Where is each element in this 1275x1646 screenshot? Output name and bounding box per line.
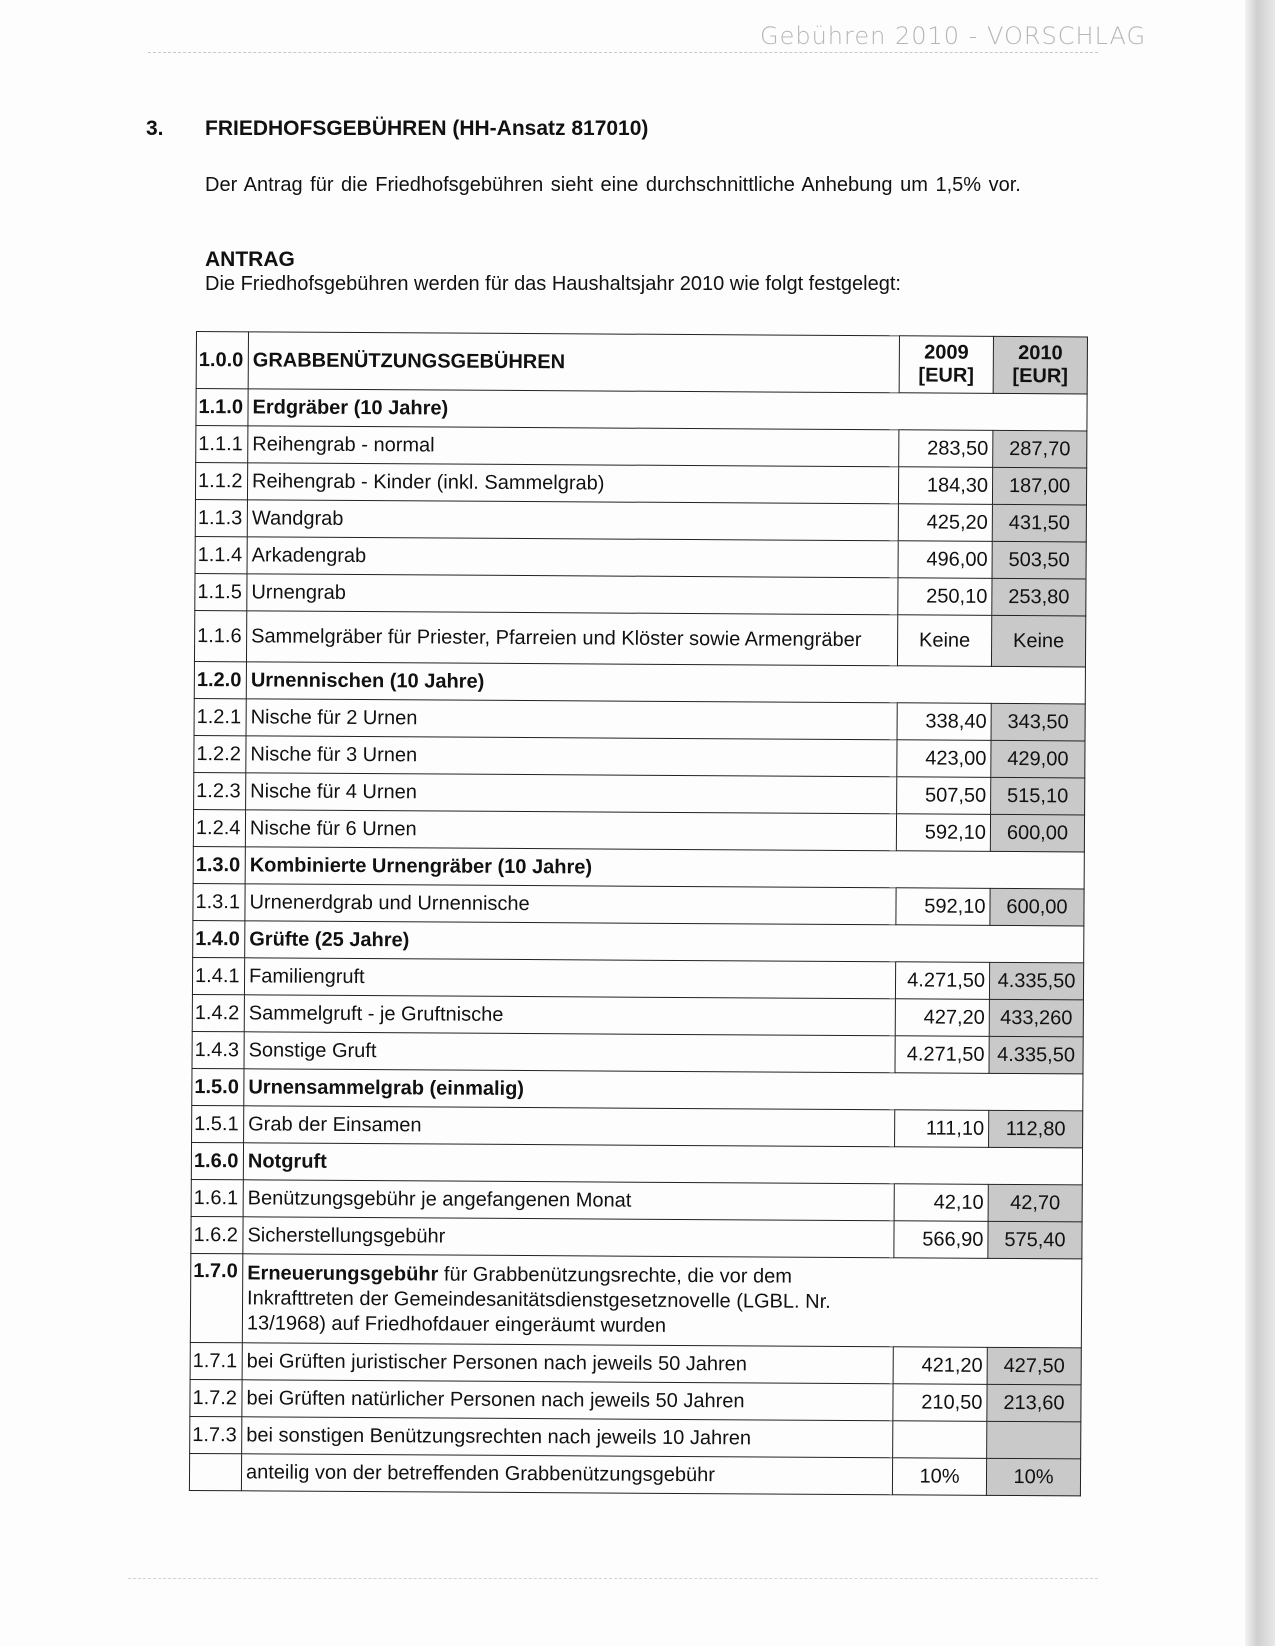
table-row	[194, 698, 1085, 740]
group-row	[193, 846, 1084, 888]
row-number: 1.1.3	[195, 499, 247, 536]
row-number: 1.2.0	[194, 661, 246, 698]
group-row	[196, 389, 1087, 431]
table-row	[193, 809, 1084, 851]
fee-2010: Keine	[991, 615, 1085, 667]
fee-2010: 575,40	[988, 1221, 1082, 1259]
table-heading: GRABBENÜTZUNGSGEBÜHREN	[248, 332, 899, 393]
row-label: Sonstige Gruft	[244, 1032, 895, 1073]
fee-2010: 429,00	[991, 740, 1085, 778]
fee-2010: 600,00	[990, 888, 1084, 926]
row-label: Nische für 3 Urnen	[246, 736, 897, 777]
fee-2010: 253,80	[992, 578, 1086, 616]
table-row	[195, 499, 1086, 541]
table-row	[190, 1379, 1081, 1421]
row-number: 1.4.2	[192, 994, 244, 1031]
fee-2009: 496,00	[898, 541, 992, 579]
row-label: bei Grüften natürlicher Personen nach jeweils 50 Jahren	[242, 1380, 893, 1421]
row-number: 1.1.6	[194, 610, 246, 661]
fee-2009: 421,20	[893, 1347, 987, 1385]
row-label: Reihengrab - Kinder (inkl. Sammelgrab)	[247, 463, 898, 504]
fee-2010: 515,10	[991, 777, 1085, 815]
row-number: 1.2.4	[193, 809, 245, 846]
fee-2010: 343,50	[991, 703, 1085, 741]
footer-divider	[128, 1578, 1098, 1579]
fee-2009	[893, 1421, 987, 1459]
column-unit: [EUR]	[918, 364, 975, 387]
table-row	[189, 1453, 1080, 1495]
fee-2010: 427,50	[987, 1347, 1081, 1385]
fee-2010: 213,60	[987, 1384, 1081, 1422]
table-row	[192, 1105, 1083, 1147]
row-number: 1.6.2	[191, 1216, 243, 1253]
table-header-row	[196, 332, 1087, 394]
row-number: 1.4.1	[192, 957, 244, 994]
fee-2009: 250,10	[898, 578, 992, 616]
fee-2009: 4.271,50	[895, 1036, 989, 1074]
fee-2009: 427,20	[895, 999, 989, 1037]
section-title: FRIEDHOFSGEBÜHREN (HH-Ansatz 817010)	[205, 117, 649, 140]
fee-2010: 42,70	[988, 1184, 1082, 1222]
row-label: Reihengrab - normal	[248, 426, 899, 467]
table-row	[190, 1342, 1081, 1384]
table-row	[194, 610, 1085, 666]
fee-2010: 287,70	[993, 430, 1087, 468]
fee-2010: 431,50	[992, 504, 1086, 542]
group-label: Kombinierte Urnengräber (10 Jahre)	[245, 847, 1084, 889]
fee-2009: 4.271,50	[895, 962, 989, 1000]
table-row	[191, 1179, 1082, 1221]
table-row	[193, 883, 1084, 925]
group-row	[192, 1068, 1083, 1110]
row-number: 1.5.0	[192, 1068, 244, 1105]
row-label: Sammelgräber für Priester, Pfarreien und Klöster sowie Armengräber	[246, 611, 897, 666]
row-label: Urnengrab	[247, 574, 898, 615]
table-row	[195, 463, 1086, 505]
group-row	[191, 1142, 1082, 1184]
table-row	[196, 426, 1087, 468]
row-number: 1.5.1	[192, 1105, 244, 1142]
row-label: Nische für 2 Urnen	[246, 699, 897, 740]
table-row	[194, 735, 1085, 777]
group-label: Erdgräber (10 Jahre)	[248, 389, 1087, 431]
table-row	[195, 573, 1086, 615]
row-number: 1.4.3	[192, 1031, 244, 1068]
row-label: Nische für 4 Urnen	[246, 773, 897, 814]
row-number: 1.1.5	[195, 573, 247, 610]
row-number	[189, 1453, 241, 1490]
fee-2010: 4.335,50	[989, 1036, 1083, 1074]
fee-2010: 503,50	[992, 541, 1086, 579]
row-number: 1.4.0	[193, 920, 245, 957]
fee-2010: 10%	[986, 1458, 1080, 1496]
column-year: 2009	[924, 341, 969, 364]
row-number: 1.3.1	[193, 883, 245, 920]
antrag-text: Die Friedhofsgebühren werden für das Haushaltsjahr 2010 wie folgt festgelegt:	[205, 273, 901, 295]
fee-2010	[987, 1421, 1081, 1459]
table-row	[192, 994, 1083, 1036]
row-number: 1.7.0	[190, 1253, 243, 1342]
row-label: Sicherstellungsgebühr	[243, 1217, 894, 1258]
fee-2009: 566,90	[894, 1221, 988, 1259]
group-label: Urnennischen (10 Jahre)	[246, 662, 1085, 704]
group-label	[242, 1254, 1082, 1348]
group-label: Urnensammelgrab (einmalig)	[244, 1069, 1083, 1111]
fee-2009: 10%	[892, 1458, 986, 1496]
group-label-bold: Erneuerungsgebühr	[247, 1261, 439, 1285]
group-row	[190, 1253, 1082, 1347]
row-number: 1.1.4	[195, 536, 247, 573]
row-label: Urnenerdgrab und Urnennische	[245, 884, 896, 925]
row-label: Grab der Einsamen	[244, 1106, 895, 1147]
header-divider	[148, 52, 1098, 53]
intro-paragraph: Der Antrag für die Friedhofsgebühren sieht eine durchschnittliche Anhebung um 1,5% vor.	[205, 174, 1021, 196]
fee-2009: 507,50	[897, 777, 991, 815]
table-row	[191, 1216, 1082, 1258]
row-label: bei Grüften juristischer Personen nach jeweils 50 Jahren	[242, 1343, 893, 1384]
row-label: Wandgrab	[247, 500, 898, 541]
fee-2009: 42,10	[894, 1184, 988, 1222]
column-year: 2010	[1018, 342, 1063, 365]
fee-2009: 592,10	[896, 888, 990, 926]
row-number: 1.6.1	[191, 1179, 243, 1216]
fee-2010: 600,00	[990, 814, 1084, 852]
row-number: 1.2.3	[194, 772, 246, 809]
table-row	[192, 1031, 1083, 1073]
fee-2009: 425,20	[898, 504, 992, 542]
column-unit: [EUR]	[1012, 364, 1069, 388]
row-label: Nische für 6 Urnen	[245, 810, 896, 851]
fee-2009: 184,30	[898, 467, 992, 505]
fee-2010: 4.335,50	[989, 962, 1083, 1000]
fee-2009: 210,50	[893, 1384, 987, 1422]
row-label: Benützungsgebühr je angefangenen Monat	[243, 1180, 894, 1221]
group-label-text: für Grabbenützungsrechte, die vor dem Inkrafttreten der Gemeindesanitätsdienstgesetznovelle (LGBL. Nr. 13/1968) auf Friedhofdauer eingeräumt wurden	[246, 1263, 831, 1337]
running-header: Gebühren 2010 - VORSCHLAG	[760, 22, 1147, 50]
column-header-2009	[899, 336, 993, 394]
row-number: 1.0.0	[196, 332, 248, 389]
fee-table	[189, 331, 1088, 1496]
fee-2010: 112,80	[989, 1110, 1083, 1148]
row-number: 1.1.0	[196, 389, 248, 426]
row-number: 1.7.3	[190, 1416, 242, 1453]
scan-edge-shadow	[1245, 0, 1275, 1646]
row-number: 1.1.2	[195, 463, 247, 500]
fee-2009: 283,50	[899, 430, 993, 468]
table-row	[192, 957, 1083, 999]
fee-2009: 423,00	[897, 740, 991, 778]
fee-2009: Keine	[897, 615, 991, 667]
row-label: anteilig von der betreffenden Grabbenützungsgebühr	[241, 1454, 892, 1495]
row-number: 1.7.1	[190, 1342, 242, 1379]
fee-2009: 111,10	[895, 1110, 989, 1148]
row-number: 1.1.1	[196, 426, 248, 463]
row-number: 1.2.1	[194, 698, 246, 735]
antrag-heading: ANTRAG	[205, 248, 295, 271]
row-label: Sammelgruft - je Gruftnische	[244, 995, 895, 1036]
row-number: 1.6.0	[191, 1142, 243, 1179]
group-row	[193, 920, 1084, 962]
table-row	[195, 536, 1086, 578]
group-label: Notgruft	[243, 1143, 1082, 1185]
table-row	[190, 1416, 1081, 1458]
group-label: Grüfte (25 Jahre)	[245, 921, 1084, 963]
column-header-2010	[993, 336, 1087, 394]
group-row	[194, 661, 1085, 703]
row-number: 1.7.2	[190, 1379, 242, 1416]
row-label: Arkadengrab	[247, 537, 898, 578]
row-label: Familiengruft	[244, 958, 895, 999]
row-number: 1.3.0	[193, 846, 245, 883]
fee-2009: 338,40	[897, 703, 991, 741]
section-number: 3.	[146, 117, 164, 140]
row-label: bei sonstigen Benützungsrechten nach jeweils 10 Jahren	[242, 1417, 893, 1458]
row-number: 1.2.2	[194, 735, 246, 772]
table-row	[194, 772, 1085, 814]
fee-2009: 592,10	[896, 814, 990, 852]
fee-2010: 433,260	[989, 999, 1083, 1037]
fee-2010: 187,00	[992, 467, 1086, 505]
